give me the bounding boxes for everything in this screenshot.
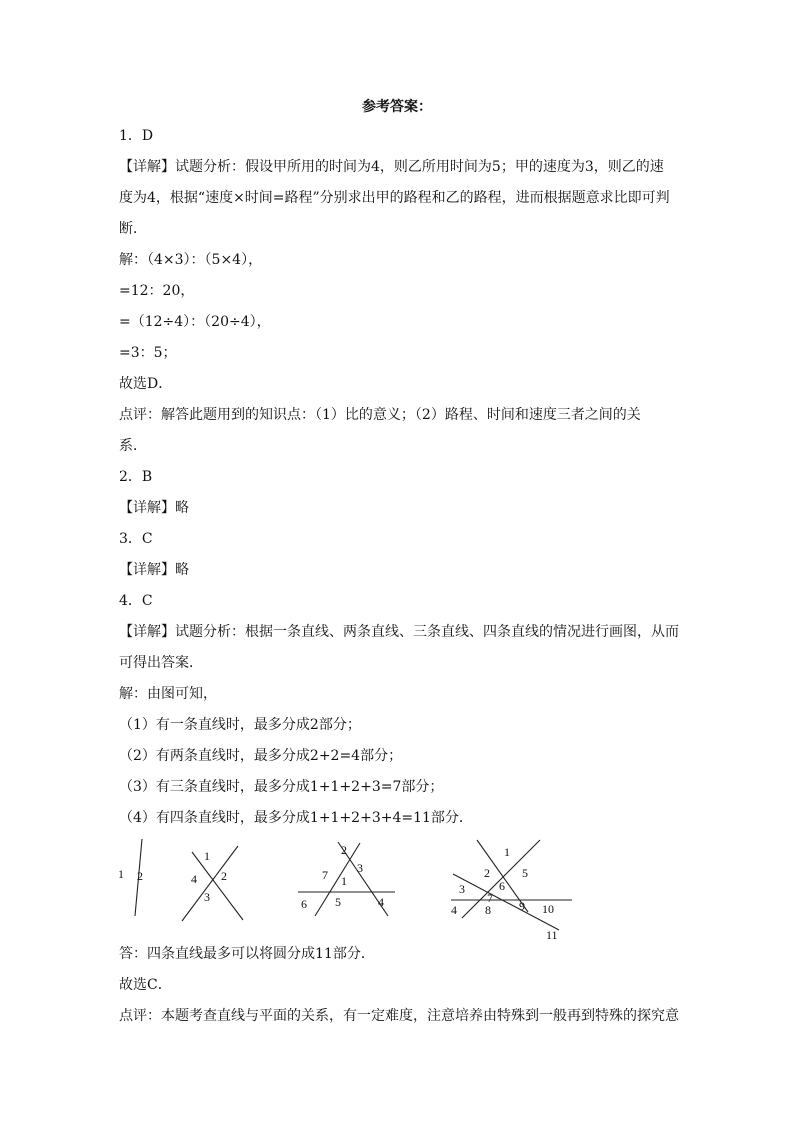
- comment-line: 点评：本题考查直线与平面的关系，有一定难度，注意培养由特殊到一般再到特殊的探究意: [119, 1008, 679, 1024]
- comment-line: 点评：解答此题用到的知识点：（1）比的意义；（2）路程、时间和速度三者之间的关: [119, 407, 641, 423]
- figure-three-lines: [298, 842, 395, 916]
- answer-4-conclusion: [119, 939, 709, 1032]
- figure-two-lines: [182, 846, 243, 921]
- explain-line: 【详解】略: [119, 562, 189, 578]
- explain-line: 度为4，根据“速度×时间=路程”分别求出甲的路程和乙的路程，进而根据题意求比即可判: [119, 190, 670, 206]
- case-line: （4）有四条直线时，最多分成1+1+2+3+4=11部分．: [119, 810, 473, 826]
- answer-title: 参考答案：: [362, 99, 432, 115]
- region-label: 11: [546, 928, 558, 942]
- conclusion-line: 答：四条直线最多可以将圆分成11部分．: [119, 946, 375, 962]
- figure-one-line: [118, 839, 143, 916]
- region-label: 3: [204, 890, 210, 904]
- region-label: 7: [322, 868, 328, 882]
- region-label: 2: [221, 869, 227, 883]
- figure-four-lines: [451, 840, 572, 942]
- region-label: 1: [504, 845, 510, 859]
- lines-dividing-figure: [110, 836, 580, 946]
- explain-line: 【详解】试题分析：根据一条直线、两条直线、三条直线、四条直线的情况进行画图，从而: [119, 624, 679, 640]
- region-label: 5: [522, 866, 528, 880]
- case-line: （1）有一条直线时，最多分成2部分；: [119, 717, 361, 733]
- region-label: 8: [485, 903, 491, 917]
- answer-2-label: 2．B: [119, 469, 153, 485]
- answer-body: [119, 121, 679, 834]
- region-label: 9: [519, 899, 525, 913]
- region-label: 3: [459, 882, 465, 896]
- choice-line: 故选D．: [119, 376, 173, 392]
- solution-line: 解：由图可知，: [119, 686, 217, 702]
- region-label: 7: [487, 891, 493, 905]
- answer-1-label: 1．D: [119, 128, 154, 144]
- region-label: 1: [204, 849, 210, 863]
- solution-line: =（12÷4）：（20÷4），: [119, 314, 271, 330]
- choice-line: 故选C．: [119, 977, 172, 993]
- region-label: 1: [341, 874, 347, 888]
- case-line: （3）有三条直线时，最多分成1+1+2+3=7部分；: [119, 779, 444, 795]
- answer-3-label: 3．C: [119, 531, 153, 547]
- line: [192, 852, 243, 920]
- region-label: 2: [341, 843, 347, 857]
- region-label: 5: [335, 895, 341, 909]
- solution-line: =12：20，: [119, 283, 195, 299]
- region-label: 6: [301, 897, 307, 911]
- region-label: 2: [484, 866, 490, 880]
- region-label: 10: [542, 902, 554, 916]
- solution-line: =3：5；: [119, 345, 177, 361]
- solution-line: 解：（4×3）：（5×4），: [119, 252, 263, 268]
- explain-line: 【详解】试题分析：假设甲所用的时间为4，则乙所用时间为5；甲的速度为3，则乙的速: [119, 159, 664, 175]
- region-label: 3: [357, 861, 363, 875]
- region-label: 4: [191, 872, 197, 886]
- explain-line: 可得出答案．: [119, 655, 203, 671]
- region-label: 4: [451, 903, 457, 917]
- region-label: 2: [137, 869, 143, 883]
- case-line: （2）有两条直线时，最多分成2+2=4部分；: [119, 748, 403, 764]
- explain-line: 断．: [119, 221, 147, 237]
- region-label: 6: [499, 879, 505, 893]
- answer-4-label: 4．C: [119, 593, 153, 609]
- comment-line: 系．: [119, 438, 147, 454]
- region-label: 4: [378, 895, 384, 909]
- explain-line: 【详解】略: [119, 500, 189, 516]
- region-label: 1: [118, 867, 124, 881]
